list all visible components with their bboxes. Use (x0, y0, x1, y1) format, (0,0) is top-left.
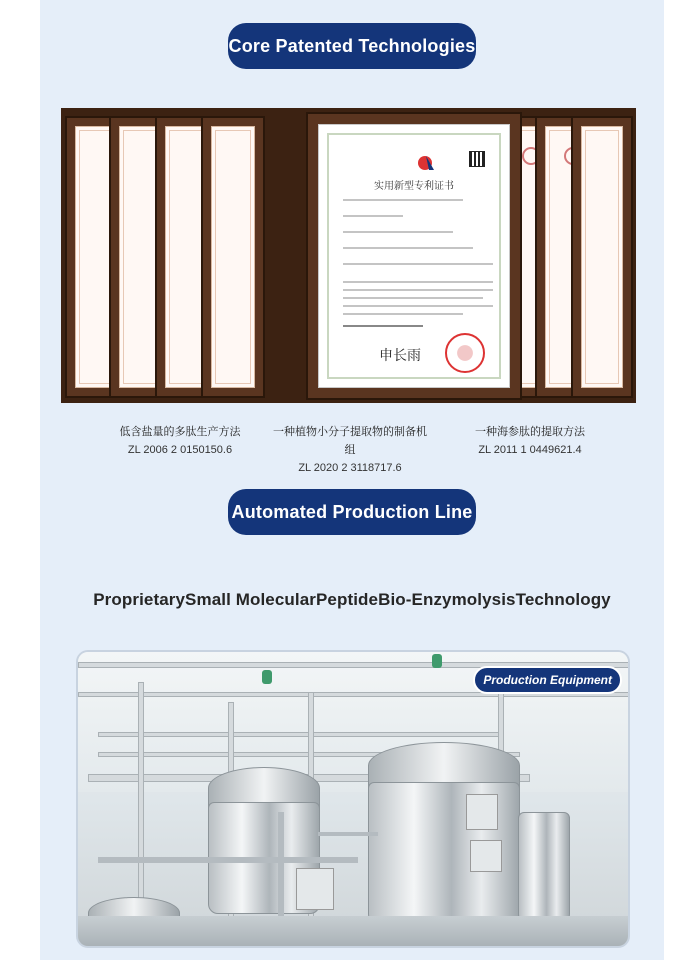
patent-name: 低含盐量的多肽生产方法 (119, 426, 241, 438)
production-equipment-badge: Production Equipment (473, 666, 622, 694)
patents-section-title: Core Patented Technologies (228, 23, 476, 69)
production-equipment-photo (76, 650, 630, 948)
patent-code: ZL 2020 2 3118717.6 (298, 462, 402, 474)
qr-code-icon (469, 151, 485, 167)
patent-caption (270, 423, 430, 477)
patent-name: 一种植物小分子提取物的制备机组 (273, 426, 427, 456)
patent-name: 一种海参肽的提取方法 (475, 426, 585, 438)
technology-heading: ProprietarySmall MolecularPeptideBio-EnzymolysisTechnology (93, 590, 611, 609)
patent-caption (450, 423, 610, 459)
certificate-title: 实用新型专利证书 (374, 181, 454, 192)
production-section-title: Automated Production Line (228, 489, 476, 535)
patent-code: ZL 2006 2 0150150.6 (127, 444, 233, 456)
patent-caption (100, 423, 260, 459)
certificate-signature: 申长雨 (379, 348, 421, 364)
patent-code: ZL 2011 1 0449621.4 (478, 444, 582, 456)
official-seal-icon (445, 333, 485, 373)
patent-office-logo-icon (417, 153, 437, 173)
certificate-frame-main (306, 112, 522, 400)
patent-certificates-image (61, 108, 636, 403)
certificate-frame (571, 116, 633, 398)
certificate-frame (201, 116, 265, 398)
